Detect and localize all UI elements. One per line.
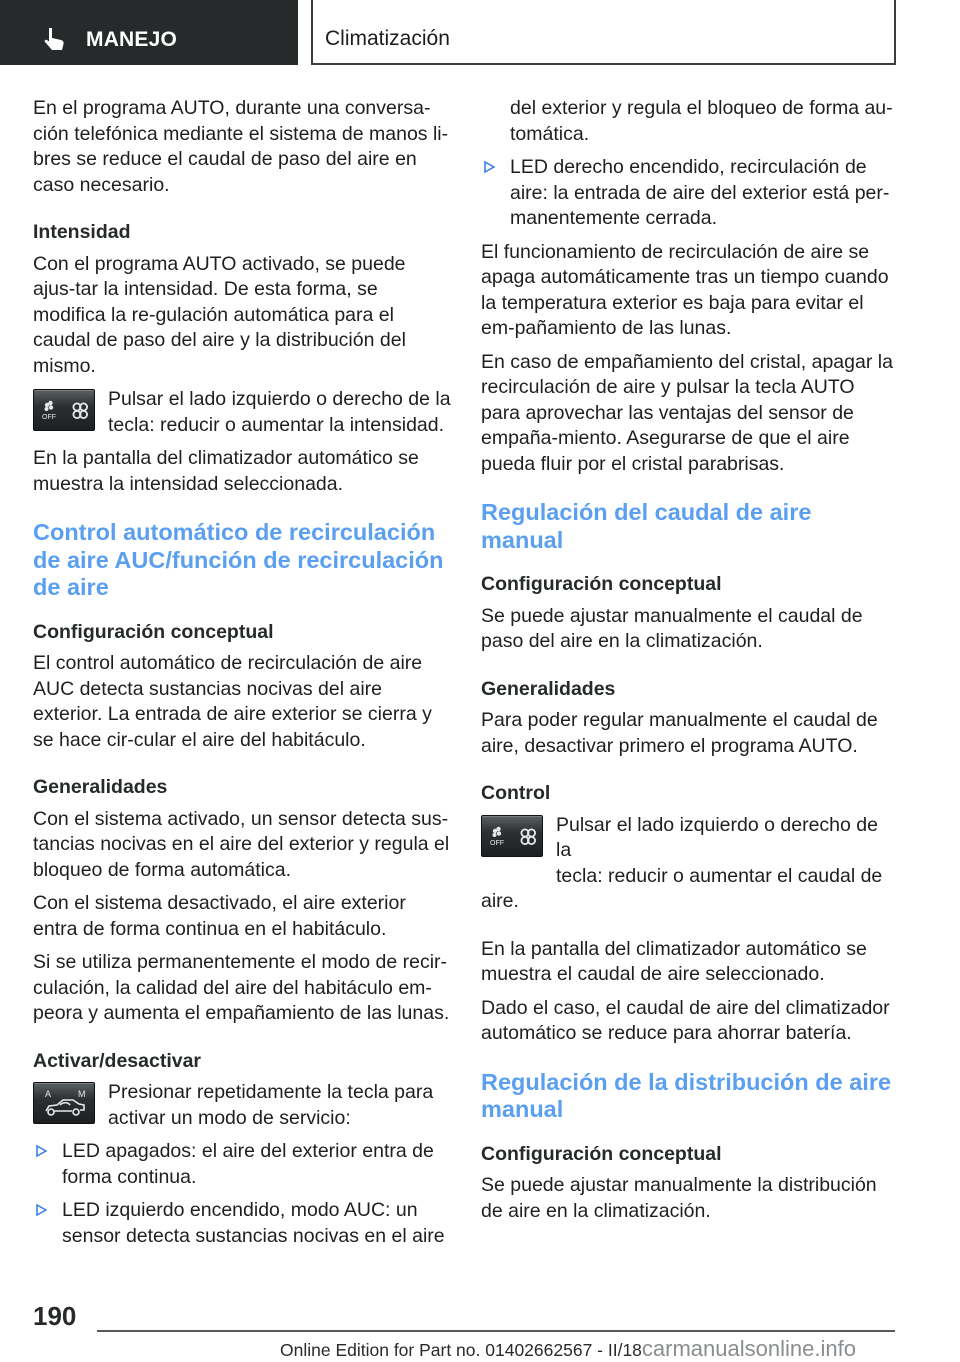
caudal-paragraph-2: Dado el caso, el caudal de aire del climatizador automático se reduce para ahorrar batería.: [481, 996, 890, 1044]
auc-section-title: Control automático de recirculación de aire AUC/función de recirculación de aire: [33, 519, 444, 600]
fan-off-fan-key-icon: [33, 389, 95, 431]
intensidad-heading: Intensidad: [33, 221, 131, 243]
intensidad-instruction-text: Pulsar el lado izquierdo o derecho de la tecla: reducir o aumentar la intensidad.: [108, 388, 451, 436]
chapter-title-box: [311, 0, 896, 65]
fan-off-fan-key-icon: [481, 815, 543, 857]
right-column: [481, 96, 895, 1232]
caudal-control-text: Pulsar el lado izquierdo o derecho de la tecla: reducir o aumentar el caudal de: [556, 813, 883, 887]
auc-general-paragraph-3: Si se utiliza permanentemente el modo de recir-culación, la calidad del aire del habitáculo em-peora y aumenta el empañamiento de las lunas.: [33, 951, 450, 1024]
auc-config-paragraph: El control automático de recirculación de aire AUC detecta sustancias nocivas del aire exterior. La entrada de aire exterior se cierra y se hace cir-cular el aire del habitáculo.: [33, 652, 432, 751]
auc-toggle-heading: Activar/desactivar: [33, 1049, 202, 1072]
left-column: [33, 96, 451, 1257]
page-number: 190: [33, 1301, 77, 1331]
auc-general-heading: Generalidades: [33, 776, 168, 798]
svg-text:M: M: [78, 1089, 86, 1099]
edition-text: Online Edition for Part no. 01402662567 - II/18: [280, 1340, 642, 1360]
pointing-hand-icon: [40, 26, 66, 52]
watermark: carmanualsonline.info: [641, 1336, 856, 1361]
auc-general-paragraph-2: Con el sistema desactivado, el aire exterior entra de forma continua en el habitáculo.: [33, 892, 406, 940]
footer-divider: [97, 1330, 895, 1332]
caudal-section-title: Regulación del caudal de aire manual: [481, 499, 812, 553]
section-tab: [0, 0, 298, 65]
caudal-general-heading: Generalidades: [481, 677, 616, 700]
auc-toggle-instruction: [33, 1080, 451, 1131]
auc-config-heading: Configuración conceptual: [33, 620, 274, 643]
caudal-control-heading: Control: [481, 782, 551, 804]
auc-recirculation-key-icon: [33, 1082, 95, 1124]
caudal-config-heading: Configuración conceptual: [481, 573, 722, 595]
recirculation-paragraph-1: El funcionamiento de recirculación de aire se apaga automáticamente tras un tiempo cuando la temperatura exterior es baja para evitar el em-pañamiento de las lunas.: [481, 240, 889, 339]
list-item: LED derecho encendido, recirculación de aire: la entrada de aire del exterior está per-manentemente cerrada.: [481, 155, 895, 232]
distribution-config-heading: Configuración conceptual: [481, 1142, 722, 1165]
footer-edition: [280, 1336, 856, 1362]
list-item: LED izquierdo encendido, modo AUC: un sensor detecta sustancias nocivas en el aire: [33, 1198, 451, 1249]
intensidad-instruction: [33, 387, 451, 438]
intensidad-display-note: En la pantalla del climatizador automático se muestra la intensidad seleccionada.: [33, 447, 419, 495]
list-item-continuation: del exterior y regula el bloqueo de forma au-tomática.: [510, 97, 893, 145]
auc-general-paragraph-1: Con el sistema activado, un sensor detecta sus-tancias nocivas en el aire del exterior y regula el bloqueo de forma automática.: [33, 807, 450, 881]
recirculation-paragraph-2: En caso de empañamiento del cristal, apagar la recirculación de aire y pulsar la tecla AUTO para aprovechar las ventajas del sensor de empaña-miento. Asegurarse de que el aire pueda fluir por el cristal parabrisas.: [481, 350, 893, 475]
caudal-control-instruction: [481, 813, 895, 915]
caudal-general-paragraph: Para poder regular manualmente el caudal de aire, desactivar primero el programa AUTO.: [481, 709, 878, 757]
svg-text:OFF: OFF: [490, 839, 504, 847]
triangle-bullet-icon: [36, 1204, 47, 1216]
caudal-control-text-wrap: aire.: [481, 890, 519, 912]
triangle-bullet-icon: [484, 161, 495, 173]
svg-text:A: A: [45, 1089, 52, 1099]
distribution-section-title: Regulación de la distribución de aire manual: [481, 1068, 892, 1122]
auc-toggle-instruction-text: Presionar repetidamente la tecla para activar un modo de servicio:: [108, 1081, 434, 1129]
list-item: LED apagados: el aire del exterior entra de forma continua.: [33, 1139, 451, 1190]
intro-paragraph: En el programa AUTO, durante una conversa-ción telefónica mediante el sistema de manos li-bres se reduce el caudal de paso del aire en caso necesario.: [33, 97, 449, 196]
distribution-config-paragraph: Se puede ajustar manualmente la distribución de aire en la climatización.: [481, 1174, 877, 1222]
triangle-bullet-icon: [36, 1145, 47, 1157]
auc-mode-list-continued: [481, 96, 895, 232]
caudal-config-paragraph: Se puede ajustar manualmente el caudal de paso del aire en la climatización.: [481, 604, 863, 652]
section-label: MANEJO: [86, 28, 178, 51]
chapter-title: Climatización: [325, 27, 450, 50]
caudal-paragraph-1: En la pantalla del climatizador automático se muestra el caudal de aire seleccionado.: [481, 937, 867, 985]
auc-mode-list: [33, 1139, 451, 1249]
svg-text:OFF: OFF: [42, 414, 56, 421]
intensidad-paragraph: Con el programa AUTO activado, se puede ajus-tar la intensidad. De esta forma, se modifica la re-gulación automática para el caudal de paso del aire y la distribución del mismo.: [33, 252, 406, 377]
